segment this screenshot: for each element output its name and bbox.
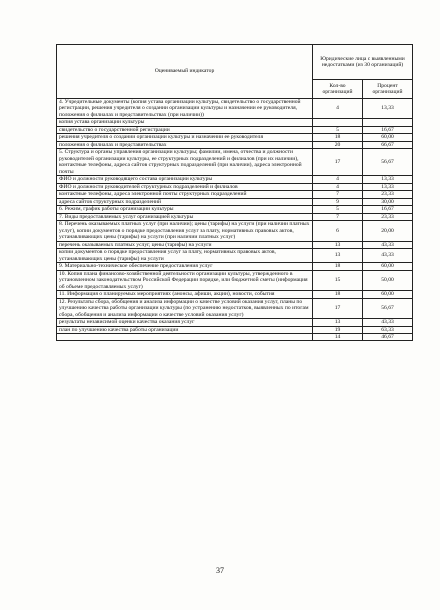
org-count-cell: 17 — [313, 298, 363, 318]
org-percent-cell: 13,33 — [363, 176, 413, 183]
org-count-cell: 4 — [313, 99, 363, 119]
table-row — [57, 263, 413, 270]
table-row — [57, 126, 413, 133]
table-row — [57, 183, 413, 190]
org-percent-cell: 60,00 — [363, 134, 413, 141]
org-count-cell: 4 — [313, 183, 363, 190]
table-row — [57, 191, 413, 198]
header-indicator: Оцениваемый индикатор — [57, 45, 313, 99]
org-count-cell: 18 — [313, 291, 363, 298]
indicator-subitem: перечень оказываемых платных услуг, цены (тарифы) на услуги — [57, 241, 313, 248]
org-percent-cell: 13,33 — [363, 183, 413, 190]
table-row — [57, 99, 413, 119]
indicator-subitem: свидетельство о государственной регистрации — [57, 126, 313, 133]
page-number: 37 — [216, 566, 224, 575]
table-row — [57, 119, 413, 126]
indicator-subitem: копии документов о порядке предоставления услуг за плату, нормативных правовых актов, устанавливающих цены (тарифы) на услуги — [57, 249, 313, 263]
org-count-cell: 13 — [313, 249, 363, 263]
org-count-cell: 18 — [313, 134, 363, 141]
org-percent-cell: 60,00 — [363, 291, 413, 298]
indicator-subitem: план по улучшению качества работы организации — [57, 326, 313, 333]
table-row — [57, 134, 413, 141]
org-percent-cell: 66,67 — [363, 141, 413, 148]
org-percent-cell: 23,33 — [363, 191, 413, 198]
org-percent-cell: 46,67 — [363, 333, 413, 340]
org-count-cell: 18 — [313, 263, 363, 270]
indicator-category: 7. Виды предоставляемых услуг организацией культуры — [57, 213, 313, 220]
indicator-subitem: адреса сайтов структурных подразделений — [57, 198, 313, 205]
header-count: Кол-во организаций — [313, 80, 363, 99]
table-row — [57, 298, 413, 318]
org-count-cell: 6 — [313, 221, 363, 241]
indicator-category: 12. Результаты сбора, обобщения и анализа информации о качестве условий оказания услуг, планы по улучшению качества работы организации культуры (по устранению недостатков, выявленных по итогам сбора, обобщения и анализа информации о качестве условий оказания услуг) — [57, 298, 313, 318]
org-count-cell: 14 — [313, 333, 363, 340]
org-percent-cell: 43,33 — [363, 241, 413, 248]
org-percent-cell: 16,67 — [363, 206, 413, 213]
header-legal-entities: Юридические лица с выявленными недостатками (из 30 организаций) — [313, 45, 413, 80]
org-percent-cell: 20,00 — [363, 221, 413, 241]
table-row — [57, 241, 413, 248]
org-percent-cell: 30,00 — [363, 198, 413, 205]
header-percent: Процент организаций — [363, 80, 413, 99]
org-percent-cell: 43,33 — [363, 249, 413, 263]
indicator-subitem: контактные телефоны, адреса электронной почты структурных подразделений — [57, 191, 313, 198]
org-count-cell: 4 — [313, 176, 363, 183]
table-row — [57, 176, 413, 183]
org-count-cell: 19 — [313, 326, 363, 333]
indicator-category: 8. Перечень оказываемых платных услуг (при наличии); цены (тарифы) на услуги (при наличии платных услуг), копии документов о порядке предоставления услуг за плату, нормативных правовых актов, устанавливающих цены (тарифы) на услуги (при наличии платных услуг) — [57, 221, 313, 241]
org-percent-cell: 50,00 — [363, 270, 413, 290]
table-row — [57, 249, 413, 263]
indicator-category: 10. Копия плана финансово-хозяйственной деятельности организации культуры, утвержденного в установленном законодательством Российской Федерации порядке, или бюджетной сметы (информация об объеме предоставляемых услуг) — [57, 270, 313, 290]
indicator-subitem: положения о филиалах и представительствах — [57, 141, 313, 148]
indicator-category: 4. Учредительные документы (копия устава организации культуры, свидетельство о государственной регистрации, решения учредителя о создании организации культуры и назначении ее руководителя, положения о филиалах и представительствах (при наличии)) — [57, 99, 313, 119]
table-row — [57, 221, 413, 241]
org-count-cell: 20 — [313, 141, 363, 148]
org-percent-cell: 56,67 — [363, 298, 413, 318]
indicator-category: 11. Информация о планируемых мероприятиях (анонсы, афиши, акции), новости, события — [57, 291, 313, 298]
table-row — [57, 213, 413, 220]
org-count-cell: 9 — [313, 198, 363, 205]
indicator-category: 6. Режим, график работы организации культуры — [57, 206, 313, 213]
indicator-table — [56, 44, 413, 341]
table-row — [57, 291, 413, 298]
table-row — [57, 206, 413, 213]
org-count-cell: 7 — [313, 213, 363, 220]
table-header — [57, 45, 413, 99]
indicator-category: 9. Материально-техническое обеспечение предоставления услуг — [57, 263, 313, 270]
org-percent-cell: 13,33 — [363, 99, 413, 119]
indicator-subitem: ФИО и должности руководителей структурных подразделений и филиалов — [57, 183, 313, 190]
org-percent-cell: 60,00 — [363, 263, 413, 270]
org-percent-cell: 63,33 — [363, 326, 413, 333]
indicator-subitem: ФИО и должности руководящего состава организации культуры — [57, 176, 313, 183]
table-row — [57, 319, 413, 326]
table-row — [57, 198, 413, 205]
org-count-cell — [313, 119, 363, 126]
org-percent-cell — [363, 119, 413, 126]
table-row — [57, 270, 413, 290]
org-percent-cell: 23,33 — [363, 213, 413, 220]
org-count-cell: 5 — [313, 206, 363, 213]
indicator-category: 5. Структура и органы управления организации культуры; фамилии, имена, отчества и должности руководителей организации культуры, ее структурных подразделений и филиалов (при их наличии), контактные телефоны, адреса сайтов структурных подразделений (при наличии), адреса электронной почты — [57, 149, 313, 176]
indicator-subitem: решения учредителя о создании организации культуры и назначении ее руководителя — [57, 134, 313, 141]
indicator-subitem — [57, 333, 313, 340]
org-percent-cell: 56,67 — [363, 149, 413, 176]
org-percent-cell: 43,33 — [363, 319, 413, 326]
org-count-cell: 17 — [313, 149, 363, 176]
org-count-cell: 13 — [313, 241, 363, 248]
org-count-cell: 7 — [313, 191, 363, 198]
table-row — [57, 149, 413, 176]
table-body — [57, 99, 413, 341]
indicator-subitem: результаты независимой оценки качества оказания услуг — [57, 319, 313, 326]
table-row — [57, 333, 413, 340]
indicator-subitem: копия устава организации культуры — [57, 119, 313, 126]
org-count-cell: 15 — [313, 270, 363, 290]
org-count-cell: 5 — [313, 126, 363, 133]
org-count-cell: 13 — [313, 319, 363, 326]
table-row — [57, 326, 413, 333]
table-row — [57, 141, 413, 148]
org-percent-cell: 16,67 — [363, 126, 413, 133]
